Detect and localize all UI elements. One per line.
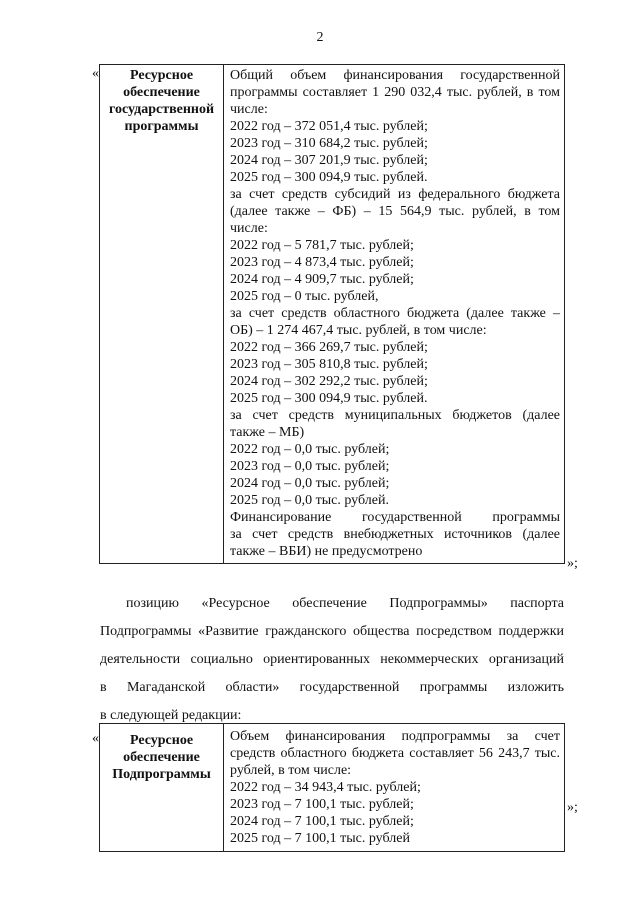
text-line: средств областного бюджета составляет 56 243,7 тыс. bbox=[230, 746, 560, 761]
text-line: 2025 год – 0,0 тыс. рублей. bbox=[230, 493, 389, 508]
table1-heading-cell bbox=[100, 65, 224, 564]
text-line: за счет средств муниципальных бюджетов (далее bbox=[230, 408, 560, 423]
text-line: в следующей редакции: bbox=[100, 708, 242, 723]
text-line: 2024 год – 7 100,1 тыс. рублей; bbox=[230, 814, 414, 829]
text-line: Объем финансирования подпрограммы за счет bbox=[230, 729, 560, 744]
text-line: 2022 год – 5 781,7 тыс. рублей; bbox=[230, 238, 414, 253]
text-line: 2023 год – 4 873,4 тыс. рублей; bbox=[230, 255, 414, 270]
table1-open-quote: « bbox=[92, 66, 99, 81]
text-line: 2024 год – 0,0 тыс. рублей; bbox=[230, 476, 390, 491]
text-line: числе: bbox=[230, 102, 268, 117]
text-line: 2023 год – 310 684,2 тыс. рублей; bbox=[230, 136, 428, 151]
text-line: также – ВБИ) не предусмотрено bbox=[230, 544, 423, 559]
text-line: 2022 год – 0,0 тыс. рублей; bbox=[230, 442, 390, 457]
text-line: 2024 год – 307 201,9 тыс. рублей; bbox=[230, 153, 428, 168]
text-line: 2025 год – 300 094,9 тыс. рублей. bbox=[230, 391, 428, 406]
text-line: за счет средств внебюджетных источников (далее bbox=[230, 527, 560, 542]
table2-heading-cell bbox=[100, 724, 224, 852]
table1-resource-block bbox=[99, 64, 565, 564]
text-line: числе: bbox=[230, 221, 268, 236]
instruction-paragraph bbox=[100, 590, 564, 730]
heading-line: обеспечение bbox=[123, 85, 200, 100]
text-line: ОБ) – 1 274 467,4 тыс. рублей, в том числе: bbox=[230, 323, 487, 338]
text-line: позицию «Ресурсное обеспечение Подпрограммы» паспорта bbox=[126, 596, 564, 611]
table2-open-quote: « bbox=[92, 731, 99, 746]
text-line: 2023 год – 0,0 тыс. рублей; bbox=[230, 459, 390, 474]
heading-line: Подпрограммы bbox=[112, 767, 211, 782]
text-line: рублей, в том числе: bbox=[230, 763, 352, 778]
table1-text-cell bbox=[224, 65, 565, 564]
heading-line: обеспечение bbox=[123, 750, 200, 765]
text-line: 2025 год – 0 тыс. рублей, bbox=[230, 289, 379, 304]
text-line: 2022 год – 372 051,4 тыс. рублей; bbox=[230, 119, 428, 134]
table1-close-quote: »; bbox=[567, 556, 578, 571]
text-line: Финансирование государственной программы bbox=[230, 510, 560, 525]
heading-line: государственной bbox=[108, 102, 215, 117]
text-line: 2023 год – 305 810,8 тыс. рублей; bbox=[230, 357, 428, 372]
text-line: за счет средств областного бюджета (далее также – bbox=[230, 306, 560, 321]
heading-line: программы bbox=[124, 119, 199, 134]
text-line: 2023 год – 7 100,1 тыс. рублей; bbox=[230, 797, 414, 812]
text-line: 2024 год – 302 292,2 тыс. рублей; bbox=[230, 374, 428, 389]
text-line: деятельности социально ориентированных некоммерческих организаций bbox=[100, 652, 564, 667]
text-line: также – МБ) bbox=[230, 425, 305, 440]
text-line: 2025 год – 7 100,1 тыс. рублей bbox=[230, 831, 410, 846]
text-line: (далее также – ФБ) – 15 564,9 тыс. рублей, в том bbox=[230, 204, 560, 219]
table2-close-quote: »; bbox=[567, 800, 578, 815]
page-number: 2 bbox=[316, 30, 324, 45]
text-line: за счет средств субсидий из федерального бюджета bbox=[230, 187, 560, 202]
text-line: в Магаданской области» государственной программы изложить bbox=[100, 680, 564, 695]
text-line: 2022 год – 34 943,4 тыс. рублей; bbox=[230, 780, 421, 795]
text-line: Подпрограммы «Развитие гражданского общества посредством поддержки bbox=[100, 624, 564, 639]
heading-line: Ресурсное bbox=[129, 733, 194, 748]
text-line: 2022 год – 366 269,7 тыс. рублей; bbox=[230, 340, 428, 355]
table2-text-cell bbox=[224, 724, 565, 852]
text-line: программы составляет 1 290 032,4 тыс. рублей, в том bbox=[230, 85, 560, 100]
text-line: 2024 год – 4 909,7 тыс. рублей; bbox=[230, 272, 414, 287]
heading-line: Ресурсное bbox=[129, 68, 194, 83]
text-line: Общий объем финансирования государственной bbox=[230, 68, 560, 83]
table2-resource-block bbox=[99, 723, 565, 852]
text-line: 2025 год – 300 094,9 тыс. рублей. bbox=[230, 170, 428, 185]
